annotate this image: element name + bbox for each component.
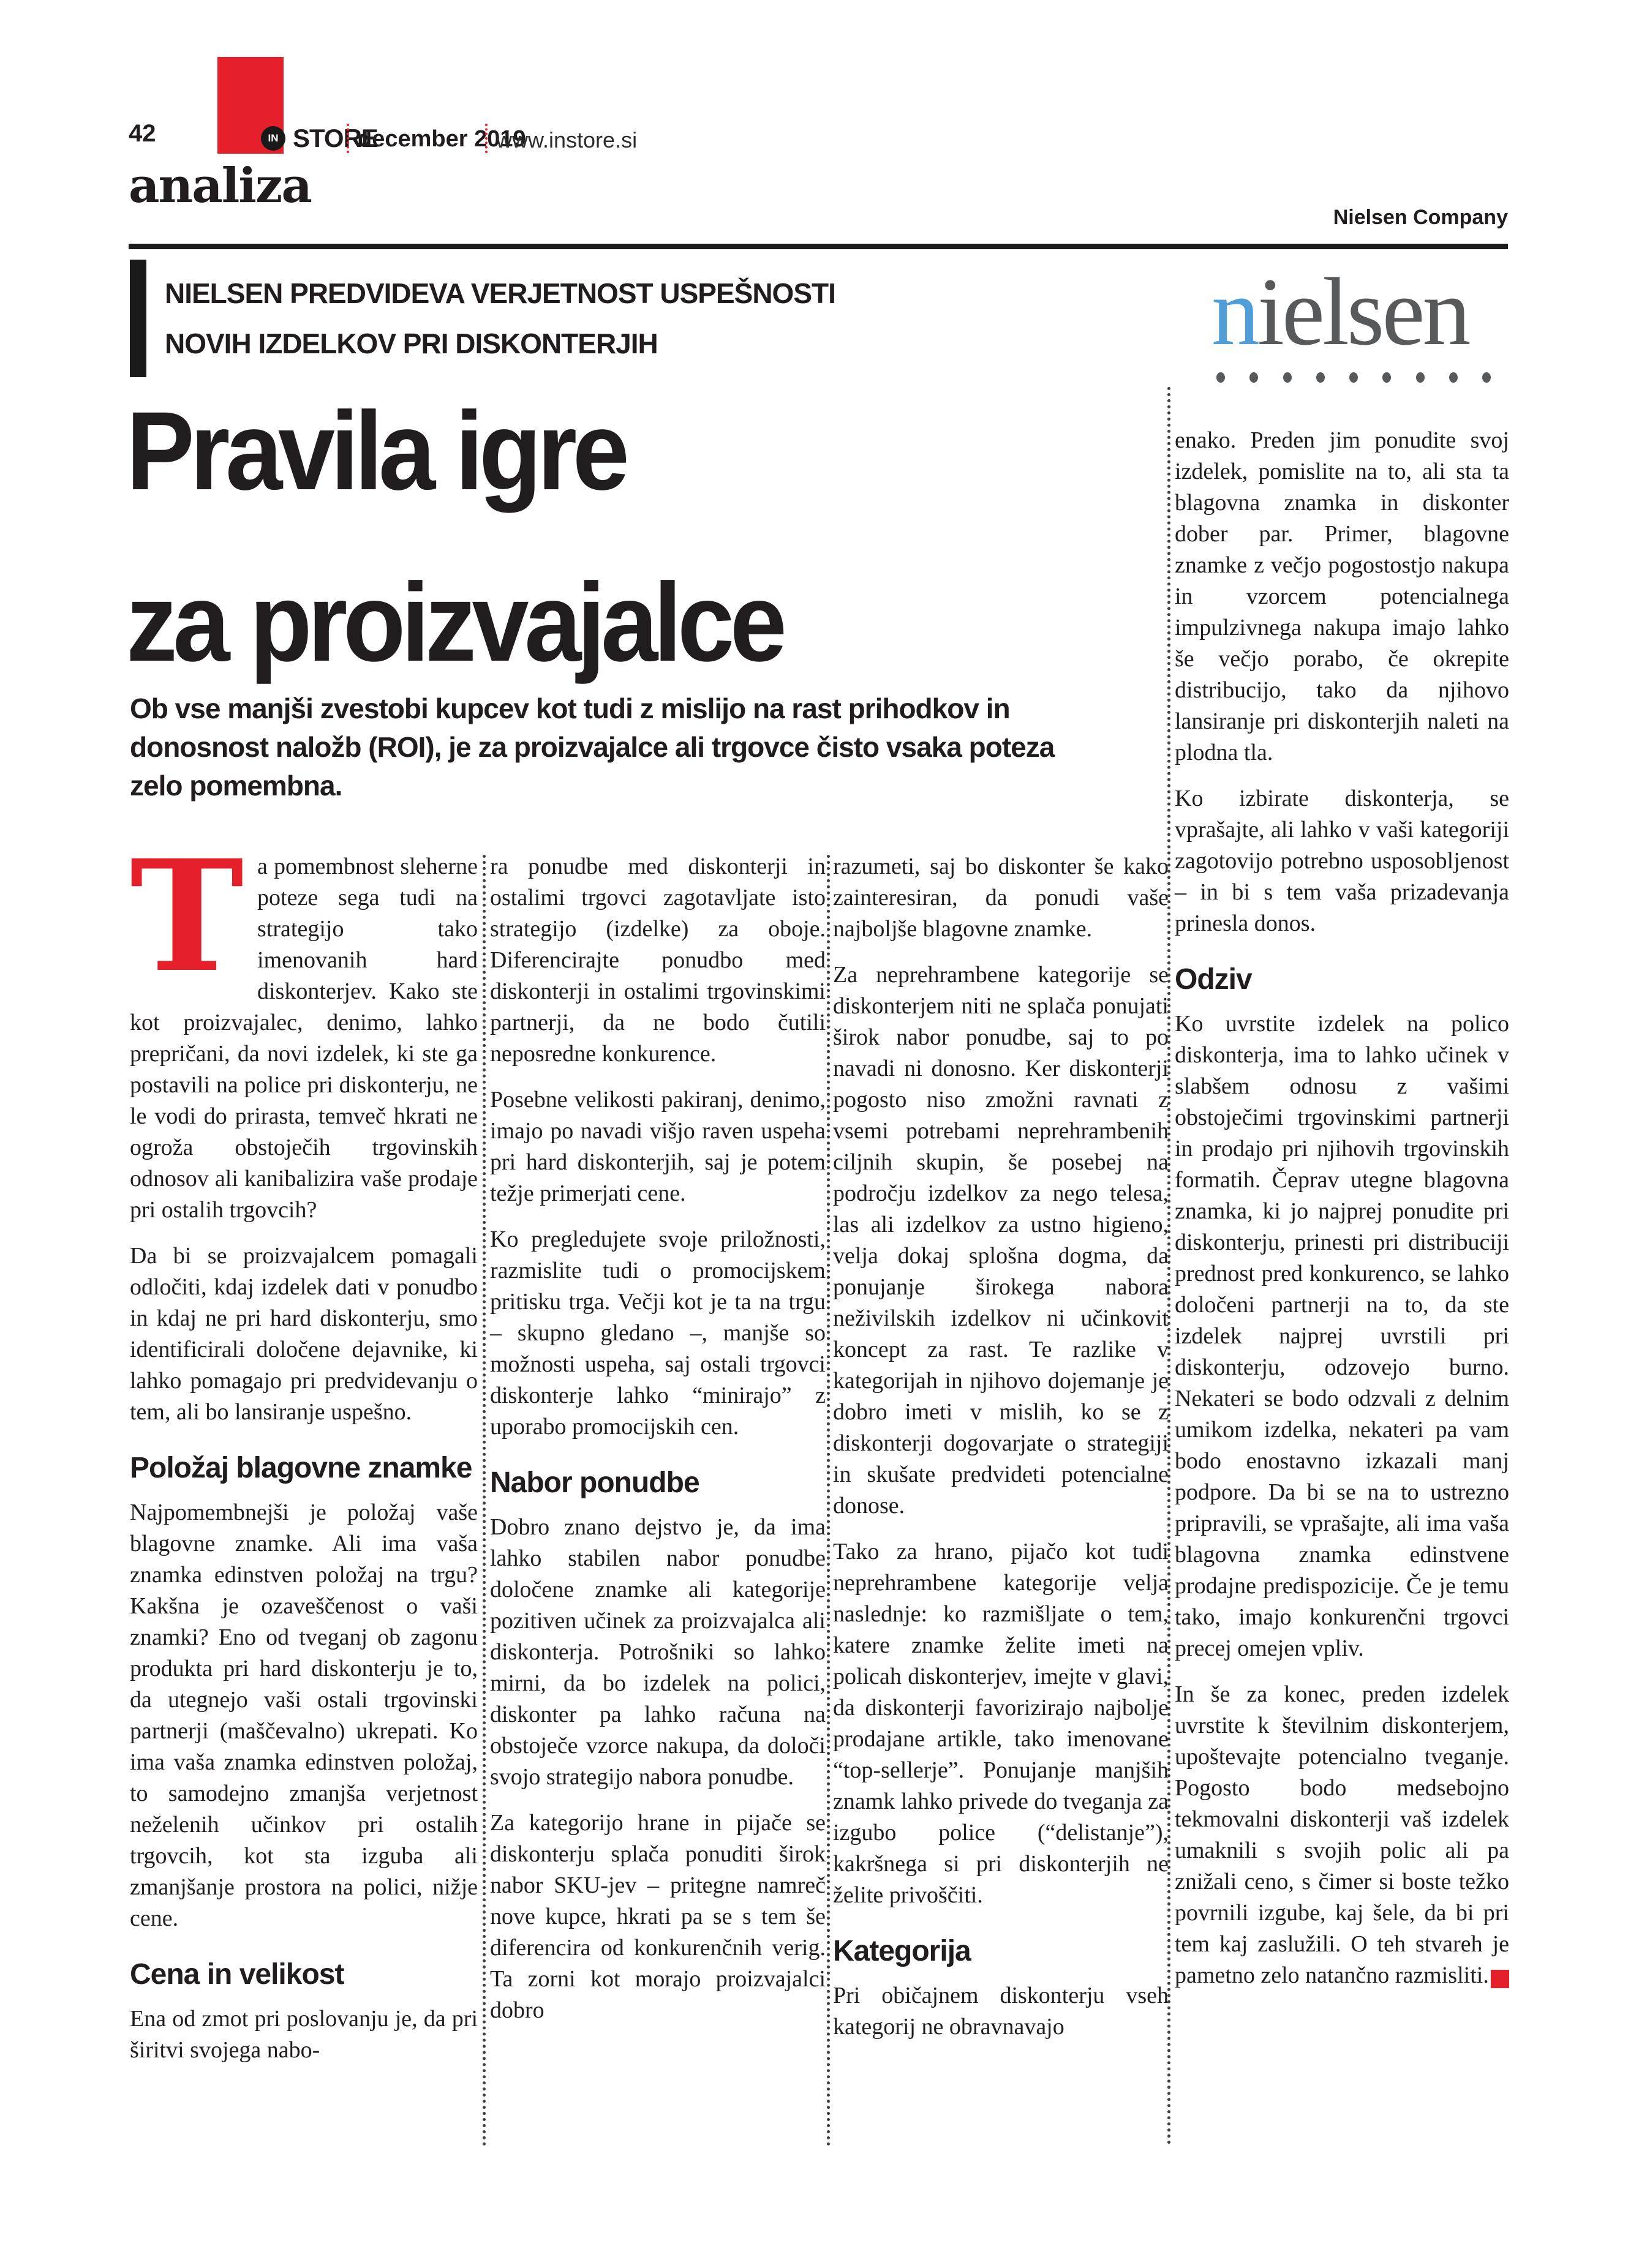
nielsen-wordmark-accent: n — [1211, 258, 1257, 366]
body-paragraph: Da bi se proizvajalcem pomagali odločiti, kdaj izdelek dati v ponudbo in kdaj ne pri hard diskonterju, smo identificirali določene dejavnike, ki lahko pomagajo pri predvidevanju o tem, ali bo lansiranje uspešno. — [130, 1243, 478, 1425]
body-paragraph: enako. Preden jim ponudite svoj izdelek, pomislite na to, ali sta ta blagovna znamka in diskonter dober par. Primer, blagovne znamke z večjo pogostostjo nakupa in vzorcem potencialnega impulzivnega nakupa imajo lahko še večjo porabo, če okrepite distribucijo, tako da njihovo lansiranje pri diskonterjih naleti na plodna tla. — [1175, 427, 1509, 765]
body-paragraph: Za kategorijo hrane in pijače se diskonterju splača ponuditi širok nabor SKU-jev – pritegne namreč nove kupce, hkrati pa se s tem še diferencira od konkurenčnih verig. Ta zorni kot morajo proizvajalci dobro — [490, 1810, 826, 2023]
instore-in-label: IN — [268, 132, 279, 144]
column-divider — [483, 855, 486, 2147]
instore-store-label: STORE — [293, 124, 378, 152]
body-paragraph: Najpomembnejši je položaj vaše blagovne znamke. Ali ima vaša znamka edinstven položaj na trgu? Kakšna je ozaveščenost o vaši znamki? Eno od tveganj ob zagonu produkta pri hard diskonterju je to, da utegnejo vaši ostali trgovinski partnerji (maščevalno) ukrepati. Ko ima vaša znamka edinstven položaj, to samodejno zmanjša verjetnost neželenih učinkov pri ostalih trgovcih, kot sta izguba ali zmanjšanje prostora na polici, nižje cene. — [130, 1500, 478, 1931]
body-column-4 — [1175, 425, 1509, 2006]
body-paragraph: Posebne velikosti pakiranj, denimo, imajo po navadi višjo raven uspeha pri hard diskonterjih, saj je potem težje primerjati cene. — [490, 1087, 826, 1206]
nielsen-logo-dot — [1216, 372, 1225, 383]
page-number: 42 — [129, 120, 156, 147]
article-end-mark — [1491, 1970, 1509, 1988]
section-heading: Položaj blagovne znamke — [130, 1452, 472, 1484]
nielsen-logo-dot — [1316, 372, 1325, 383]
article-standfirst: Ob vse manjši zvestobi kupcev kot tudi z mislijo na rast prihodkov in donosnost naložb (ROI), je za proizvajalce ali trgovce čisto vsaka poteza zelo pomembna. — [130, 693, 1055, 802]
body-paragraph: Dobro znano dejstvo je, da ima lahko stabilen nabor ponudbe določene znamke ali kategorije pozitiven učinek za proizvajalca ali diskonterja. Potrošniki so lahko mirni, da bo izdelek na polici, diskonter pa lahko računa na obstoječe vzorce nakupa, da določi svojo strategijo nabora ponudbe. — [490, 1514, 826, 1790]
body-column-3 — [833, 851, 1169, 2057]
headline-line-2: za proizvajalce — [126, 560, 783, 685]
nielsen-logo — [1211, 258, 1507, 383]
body-paragraph: Ena od zmot pri poslovanju je, da pri širitvi svojega nabo- — [130, 2006, 478, 2063]
nielsen-logo-dot — [1382, 372, 1391, 383]
column-divider — [827, 855, 830, 2147]
masthead-dotted-divider — [485, 124, 488, 153]
nielsen-logo-dot — [1283, 372, 1292, 383]
section-heading: Cena in velikost — [130, 1958, 344, 1991]
nielsen-logo-dot — [1416, 372, 1425, 383]
header-rule — [129, 244, 1508, 249]
body-paragraph: Ko pregledujete svoje priložnosti, razmislite tudi o promocijskem pritisku trga. Večji kot je ta na trgu – skupno gledano –, manjše so možnosti uspeha, saj ostali trgovci diskonterje lahko “minirajo” z uporabo promocijskih cen. — [490, 1226, 826, 1440]
article-headline — [126, 365, 783, 708]
body-paragraph: Za neprehrambene kategorije se diskonterjem niti ne splača ponujati širok nabor ponudbe, saj to po navadi ni donosno. Ker diskonterji pogosto niso zmožni ravnati z vsemi potrebami neprehrambenih ciljnih skupin, še posebej na področju izdelkov za nego telesa, las ali izdelkov za ustno higieno, velja dokaj splošna dogma, da ponujanje širokega nabora neživilskih izdelkov ni učinkovit koncept za rast. Te razlike v kategorijah in njihovo dojemanje je dobro imeti v mislih, ko se z diskonterji dogovarjate o strategiji in skušate predvideti potencialne donose. — [833, 962, 1169, 1519]
body-paragraph: Pri običajnem diskonterju vseh kategorij ne obravnavajo — [833, 1983, 1169, 2040]
body-column-1 — [130, 826, 478, 2081]
nielsen-logo-dot — [1349, 372, 1358, 383]
nielsen-logo-dot — [1482, 372, 1491, 383]
headline-line-1: Pravila igre — [126, 388, 625, 513]
body-paragraph: razumeti, saj bo diskonter še kako zainteresiran, da ponudi vaše najboljše blagovne znamke. — [833, 854, 1169, 942]
kicker-line-1: NIELSEN PREDVIDEVA VERJETNOST USPEŠNOSTI — [165, 277, 835, 309]
nielsen-wordmark-rest: ielsen — [1257, 258, 1469, 366]
company-label: Nielsen Company — [1333, 206, 1508, 229]
section-heading: Kategorija — [833, 1935, 971, 1967]
instore-in-logo — [261, 126, 285, 151]
body-paragraph: Ta pomembnost sleherne poteze sega tudi na strategijo tako imenovanih hard diskonterjev. Kako ste kot proizvajalec, denimo, lahko prepričani, da novi izdelek, ki ste ga postavili na police pri diskonterju, ne le vodi do prirasta, temveč hkrati ne ogroža obstoječih trgovinskih odnosov ali kanibalizira vaše prodaje pri ostalih trgovcih? — [130, 826, 478, 1223]
body-paragraph: ra ponudbe med diskonterji in ostalimi trgovci zagotavljate isto strategijo (izdelke) za oboje. Diferencirajte ponudbo med diskonterji in ostalimi trgovinskimi partnerji, da ne bodo čutili neposredne konkurence. — [490, 854, 826, 1067]
body-paragraph: Tako za hrano, pijačo kot tudi neprehrambene kategorije velja naslednje: ko razmišljate o tem, katere znamke želite imeti na policah diskonterjev, imejte v glavi, da diskonterji favorizirajo najbolje prodajane artikle, tako imenovane “top-sellerje”. Ponujanje manjših znamk lahko privede do tveganja za izgubo police (“delistanje”), kakršnega si pri diskonterjih ne želite privoščiti. — [833, 1539, 1169, 1908]
masthead-dotted-divider — [347, 124, 349, 153]
issue-date: december 2019 — [358, 126, 526, 152]
website-url: www.instore.si — [496, 127, 638, 152]
section-title: analiza — [129, 158, 311, 214]
body-paragraph: Ko izbirate diskonterja, se vprašajte, ali lahko v vaši kategoriji zagotovijo potrebno usposobljenost – in bi s tem vaša prizadevanja prinesla donos. — [1175, 786, 1509, 936]
body-paragraph: Ko uvrstite izdelek na polico diskonterja, ima to lahko učinek v slabšem odnosu z vašimi obstoječimi trgovinskimi partnerji in prodajo pri njihovih trgovinskih formatih. Čeprav utegne blagovna znamka, ki jo najprej ponudite pri diskonterju, prinesti pri distribuciji prednost pred konkurenco, se lahko določeni partnerji na to, da ste izdelek najprej uvrstili pri diskonterju, odzovejo burno. Nekateri se bodo odzvali z delnim umikom izdelka, nekateri pa vam bodo enostavno izkazali manj podpore. Da bi se na to ustrezno pripravili, se vprašajte, ali ima vaša blagovna znamka edinstvene prodajne predispozicije. Če je temu tako, imajo konkurenčni trgovci precej omejen vpliv. — [1175, 1011, 1509, 1661]
column-divider — [1167, 387, 1170, 2146]
article-kicker — [130, 260, 930, 377]
kicker-line-2: NOVIH IZDELKOV PRI DISKONTERJIH — [165, 328, 658, 359]
body-paragraph: In še za konec, preden izdelek uvrstite k številnim diskonterjem, upoštevajte potencialno tveganje. Pogosto bodo medsebojno tekmovalni diskonterji vaš izdelek umaknili s svojih polic ali pa znižali ceno, s čimer si boste težko povrnili izgube, kaj šele, da bi pri tem kaj zaslužili. O teh stvareh je pametno zelo natančno razmisliti. — [1175, 1681, 1509, 1988]
nielsen-logo-dot — [1249, 372, 1258, 383]
drop-cap: T — [130, 826, 244, 1006]
nielsen-logo-dot — [1449, 372, 1458, 383]
body-column-2 — [490, 851, 826, 2041]
section-heading: Nabor ponudbe — [490, 1466, 699, 1499]
nielsen-logo-dots — [1216, 372, 1491, 383]
section-heading: Odziv — [1175, 963, 1252, 996]
nielsen-wordmark — [1211, 258, 1507, 366]
